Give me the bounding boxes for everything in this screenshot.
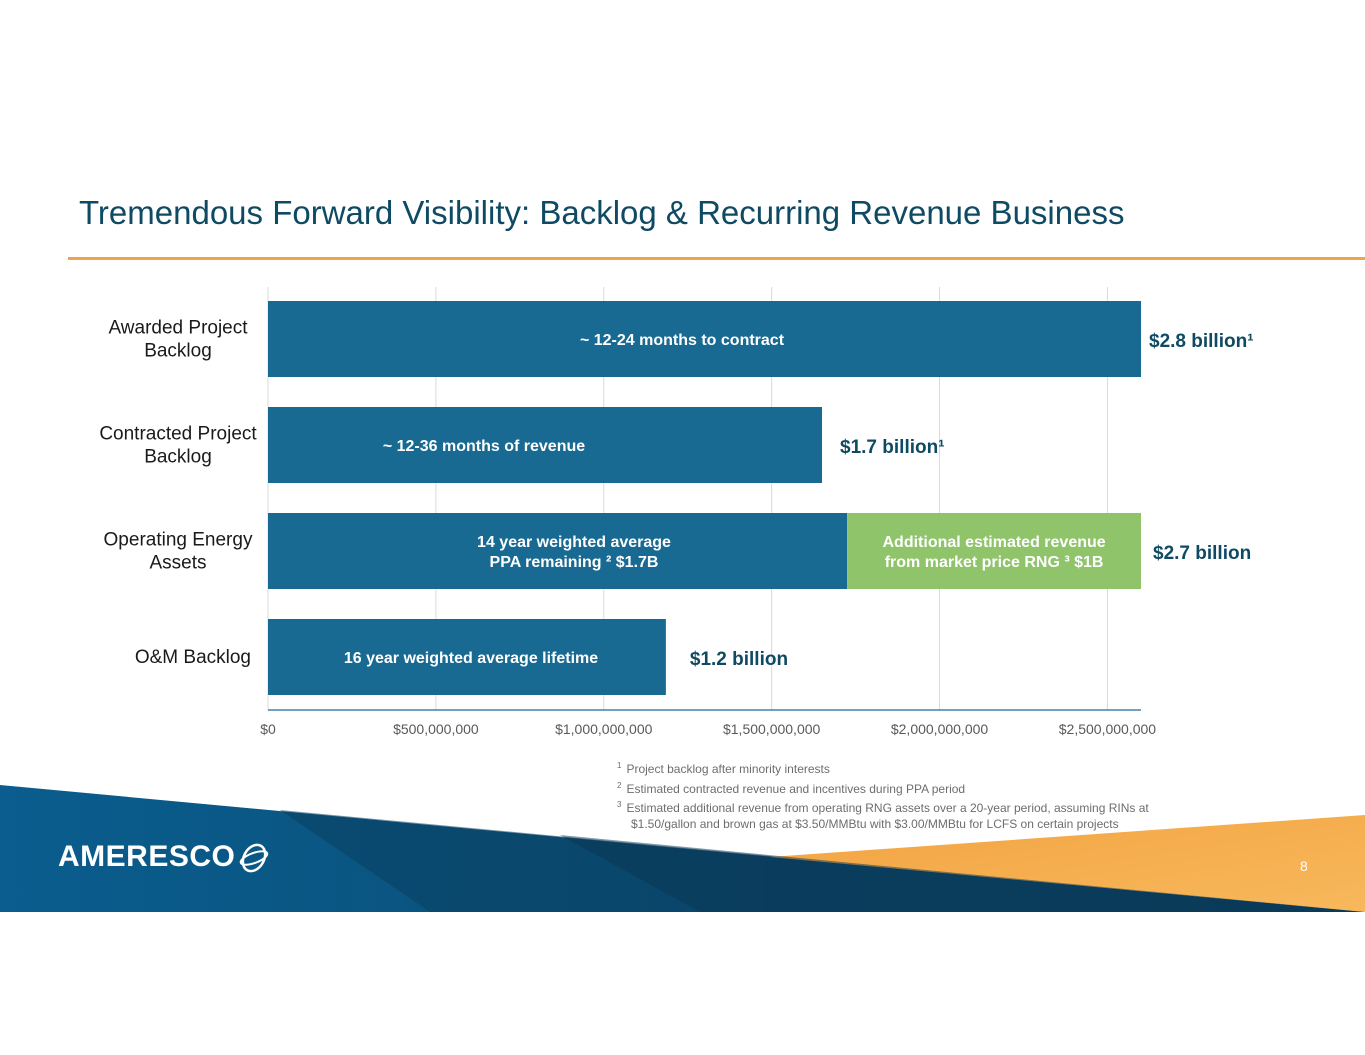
globe-logo-icon [236, 838, 276, 878]
bar-2-series-1 [847, 513, 1141, 589]
footnote-3: $^3$ Estimated additional revenue from operating RNG assets over a 20-year period, assuming RINs at [617, 800, 1149, 815]
bar-label-2-1-0: Additional estimated revenue [882, 534, 1106, 551]
total-label-1: $1.7 billion¹ [840, 437, 945, 458]
total-label-0: $2.8 billion¹ [1149, 331, 1254, 352]
bar-label-2-1-1: from market price RNG ³ $1B [884, 554, 1104, 571]
bar-label-3-0-0: 16 year weighted average lifetime [343, 650, 599, 667]
footnote-1: $^1$ Project backlog after minority interests [617, 761, 830, 776]
ameresco-logo: AMERESCO [58, 840, 235, 874]
bar-2-series-0 [268, 513, 847, 589]
category-label-0-1: Backlog [144, 340, 212, 362]
x-tick-label-2: $1,000,000,000 [555, 721, 653, 737]
x-tick-label-4: $2,000,000,000 [890, 721, 989, 737]
category-label-2-0: Operating Energy [103, 529, 253, 551]
total-label-3: $1.2 billion [689, 649, 789, 670]
category-label-1-1: Backlog [144, 446, 212, 468]
bar-label-0-0-0: ~ 12-24 months to contract [579, 332, 785, 349]
total-label-2: $2.7 billion [1153, 543, 1252, 564]
x-tick-label-0: $0 [260, 721, 276, 737]
footnote-3-continued: $1.50/gallon and brown gas at $3.50/MMBtu with $3.00/MMBtu for LCFS on certain projects [631, 816, 1119, 831]
bar-label-2-0-0: 14 year weighted average [477, 534, 671, 551]
category-label-0-0: Awarded Project [108, 317, 248, 339]
footer-banner [0, 760, 1365, 912]
category-label-3-0: O&M Backlog [134, 647, 251, 668]
category-label-1-0: Contracted Project [99, 423, 257, 445]
footnote-2: $^2$ Estimated contracted revenue and incentives during PPA period [617, 780, 966, 796]
page-number: 8 [1300, 858, 1308, 874]
bar-label-2-0-1: PPA remaining ² $1.7B [489, 554, 659, 571]
bar-label-1-0-0: ~ 12-36 months of revenue [382, 438, 586, 455]
x-tick-label-3: $1,500,000,000 [722, 721, 821, 737]
x-tick-label-5: $2,500,000,000 [1058, 721, 1157, 737]
page-title: Tremendous Forward Visibility: Backlog & Recurring Revenue Business [79, 194, 1125, 231]
category-label-2-1: Assets [149, 552, 207, 574]
x-tick-label-1: $500,000,000 [393, 721, 479, 737]
